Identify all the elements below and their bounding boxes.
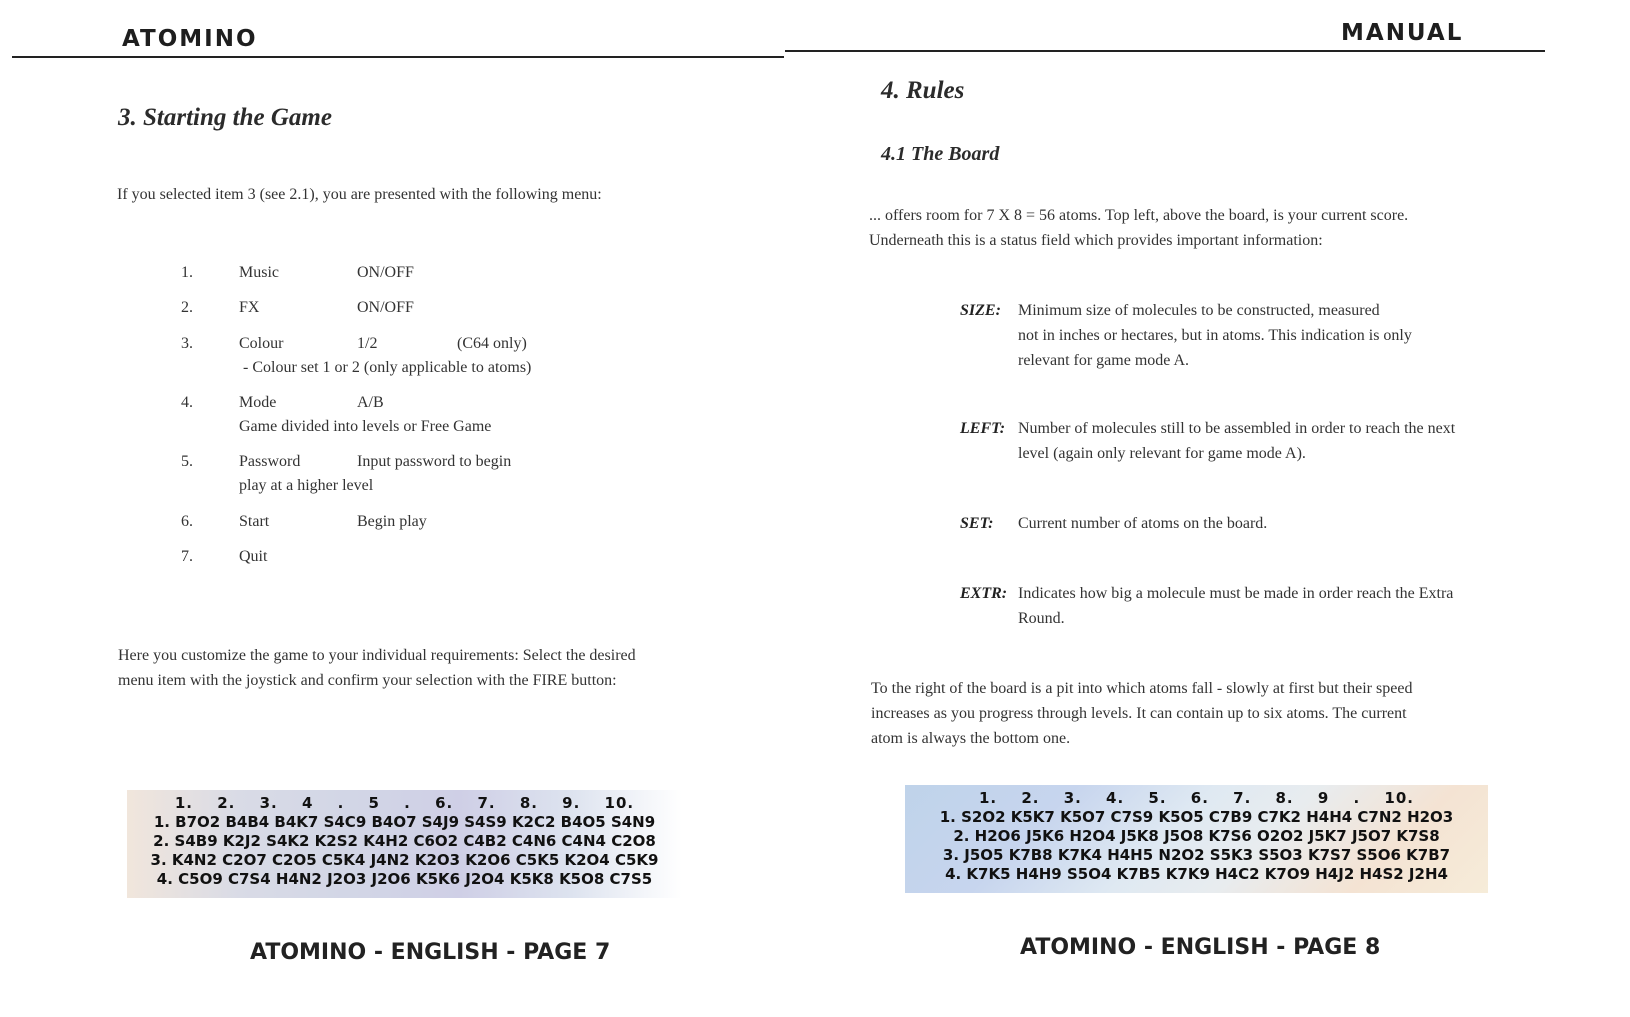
password-table-row: 1. B7O2 B4B4 B4K7 S4C9 B4O7 S4J9 S4S9 K2C2 B4O5 S4N9 — [153, 813, 656, 831]
board-intro — [869, 203, 1569, 253]
board-intro-line: ... offers room for 7 X 8 = 56 atoms. Top left, above the board, is your current score. — [869, 207, 1409, 224]
password-table-row: 4. C5O9 C7S4 H4N2 J2O3 J2O6 K5K6 J2O4 K5K8 K5O8 C7S5 — [156, 870, 653, 888]
status-field-text — [1018, 581, 1508, 631]
password-table-row: 2. S4B9 K2J2 S4K2 K2S2 K4H2 C6O2 C4B2 C4N6 C4N4 C2O8 — [153, 832, 656, 850]
menu-item-value: Begin play — [357, 513, 427, 530]
menu-item-number: 6. — [181, 513, 193, 530]
menu-item-value: Input password to begin — [357, 453, 512, 470]
running-head-right: MANUAL — [1341, 20, 1464, 46]
menu-item-quit — [181, 548, 701, 598]
menu-item-note: play at a higher level — [239, 477, 374, 494]
status-field-label: SIZE: — [960, 302, 1001, 319]
status-field-line: Number of molecules still to be assembled in order to reach the next — [1018, 420, 1456, 437]
pit-line: atom is always the bottom one. — [871, 730, 1071, 747]
status-field-label: EXTR: — [960, 585, 1008, 602]
status-field-text — [1018, 511, 1508, 536]
password-table-row: 3. J5O5 K7B8 K7K4 H4H5 N2O2 S5K3 S5O3 K7S7 S5O6 K7B7 — [942, 846, 1451, 864]
password-table-right — [905, 785, 1488, 893]
menu-item-value: ON/OFF — [357, 264, 414, 281]
password-table-header: 1. 2. 3. 4. 5. 6. 7. 8. 9 . 10. — [978, 789, 1414, 807]
menu-item-colour — [181, 335, 701, 385]
menu-intro: If you selected item 3 (see 2.1), you are presented with the following menu: — [117, 186, 602, 203]
password-table-left — [127, 790, 682, 898]
menu-item-note: Game divided into levels or Free Game — [239, 418, 492, 435]
status-field-line: level (again only relevant for game mode A). — [1018, 445, 1306, 462]
password-table-row: 4. K7K5 H4H9 S5O4 K7B5 K7K9 H4C2 K7O9 H4J2 H4S2 J2H4 — [945, 865, 1448, 883]
menu-item-value: A/B — [357, 394, 384, 411]
status-field-label: SET: — [960, 515, 994, 532]
header-rule-left — [12, 56, 784, 58]
pit-paragraph — [871, 676, 1571, 751]
customize-line: Here you customize the game to your individual requirements: Select the desired — [118, 647, 636, 664]
menu-item-number: 3. — [181, 335, 193, 352]
menu-item-password — [181, 453, 701, 503]
menu-item-number: 4. — [181, 394, 193, 411]
status-field-line: Indicates how big a molecule must be made in order reach the Extra — [1018, 585, 1454, 602]
menu-item-number: 5. — [181, 453, 193, 470]
password-table-row: 2. H2O6 J5K6 H2O4 J5K8 J5O8 K7S6 O2O2 J5K7 J5O7 K7S8 — [953, 827, 1440, 845]
menu-item-name: Quit — [239, 548, 268, 565]
status-field-line: Minimum size of molecules to be constructed, measured — [1018, 302, 1380, 319]
section-title: 4. Rules — [881, 77, 965, 104]
password-table-row: 1. S2O2 K5K7 K5O7 C7S9 K5O5 C7B9 C7K2 H4H4 C7N2 H2O3 — [939, 808, 1454, 826]
menu-item-name: Music — [239, 264, 279, 281]
menu-item-name: FX — [239, 299, 260, 316]
status-field-line: Current number of atoms on the board. — [1018, 515, 1268, 532]
menu-item-number: 2. — [181, 299, 193, 316]
section-title: 3. Starting the Game — [118, 104, 332, 131]
status-field-line: Round. — [1018, 610, 1065, 627]
status-field-line: not in inches or hectares, but in atoms. This indication is only — [1018, 327, 1412, 344]
menu-item-name: Password — [239, 453, 301, 470]
page-footer-left: ATOMINO - ENGLISH - PAGE 7 — [250, 940, 611, 965]
pit-line: increases as you progress through levels. It can contain up to six atoms. The current — [871, 705, 1407, 722]
menu-item-value: ON/OFF — [357, 299, 414, 316]
header-rule-right — [785, 50, 1545, 52]
menu-item-mode — [181, 394, 701, 444]
menu-item-extra: (C64 only) — [457, 335, 527, 352]
menu-item-name: Start — [239, 513, 270, 530]
menu-item-name: Colour — [239, 335, 284, 352]
running-head-left: ATOMINO — [122, 26, 258, 52]
menu-item-number: 7. — [181, 548, 193, 565]
page-footer-right: ATOMINO - ENGLISH - PAGE 8 — [1020, 935, 1381, 960]
menu-item-value: 1/2 — [357, 335, 378, 352]
status-field-text — [1018, 298, 1508, 373]
customize-paragraph — [118, 643, 778, 693]
pit-line: To the right of the board is a pit into which atoms fall - slowly at first but their speed — [871, 680, 1413, 697]
menu-item-number: 1. — [181, 264, 193, 281]
menu-item-name: Mode — [239, 394, 277, 411]
board-intro-line: Underneath this is a status field which provides important information: — [869, 232, 1323, 249]
password-table-header: 1. 2. 3. 4 . 5 . 6. 7. 8. 9. 10. — [174, 794, 635, 812]
status-field-line: relevant for game mode A. — [1018, 352, 1190, 369]
status-field-text — [1018, 416, 1508, 466]
customize-line: menu item with the joystick and confirm your selection with the FIRE button: — [118, 672, 617, 689]
subsection-title: 4.1 The Board — [881, 143, 1000, 165]
status-field-label: LEFT: — [960, 420, 1006, 437]
menu-item-note: - Colour set 1 or 2 (only applicable to atoms) — [239, 359, 532, 376]
right-page — [815, 0, 1630, 1017]
password-table-row: 3. K4N2 C2O7 C2O5 C5K4 J4N2 K2O3 K2O6 C5K5 K2O4 C5K9 — [150, 851, 659, 869]
